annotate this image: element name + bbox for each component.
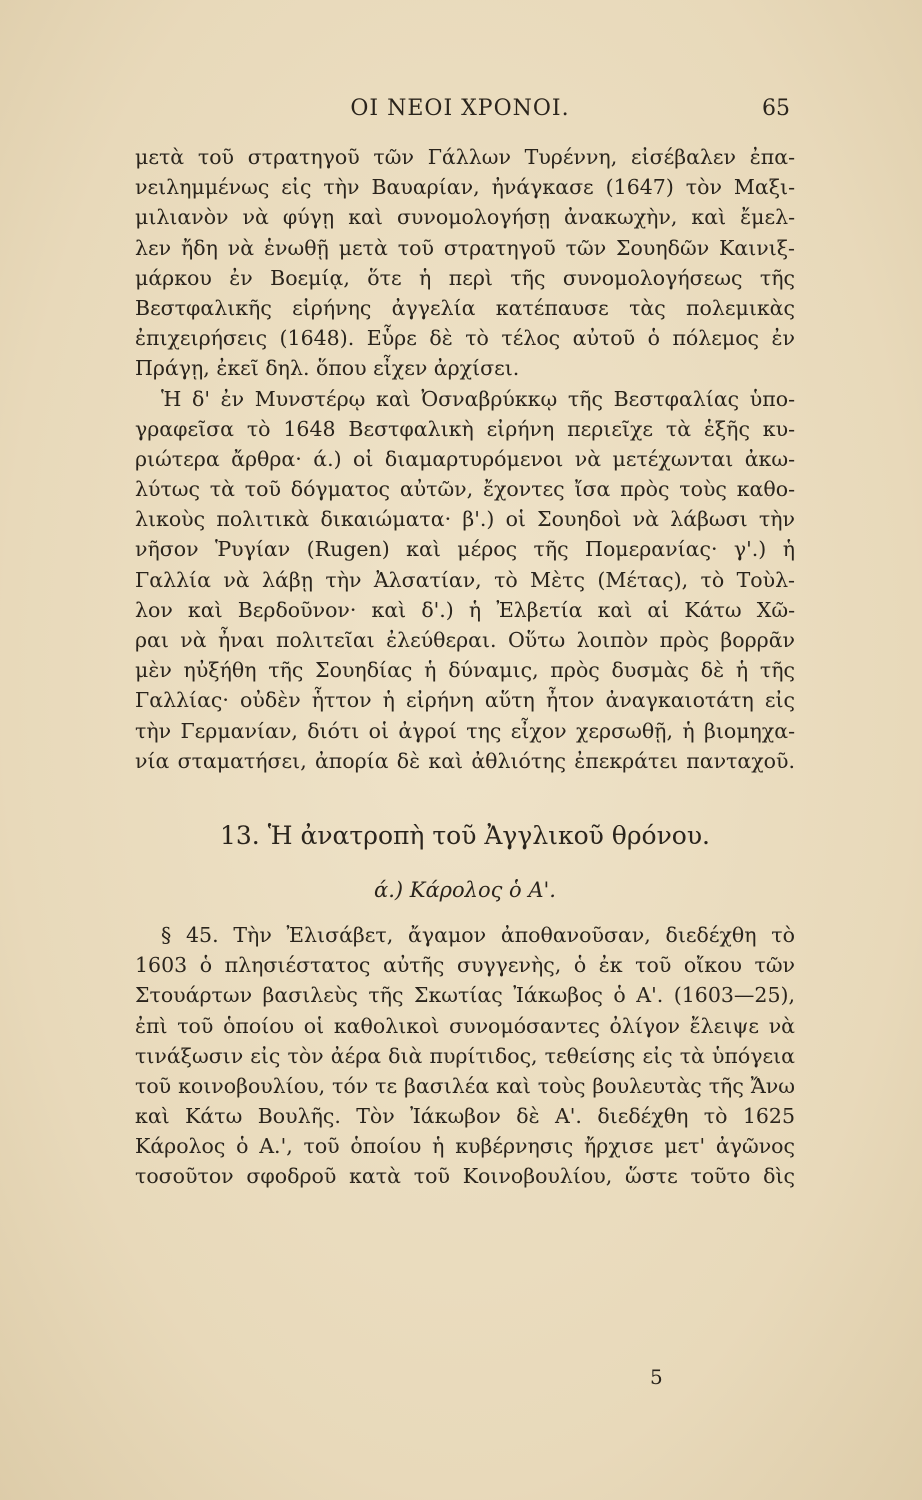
text-line: τοσοῦτον σφοδροῦ κατὰ τοῦ Κοινοβουλίου, ὥστε τοῦτο δὶς (135, 1164, 795, 1189)
text-line: Βεστφαλικῆς εἰρήνης ἀγγελία κατέπαυσε τὰς πολεμικὰς (135, 295, 795, 320)
text-line: ἐπὶ τοῦ ὁποίου οἱ καθολικοὶ συνομόσαντες ὀλίγον ἔλειψε νὰ (135, 1013, 795, 1038)
text-line: λικοὺς πολιτικὰ δικαιώματα· β'.) οἱ Σουηδοὶ νὰ λάβωσι τὴν (135, 507, 795, 532)
text-line: μετὰ τοῦ στρατηγοῦ τῶν Γάλλων Τυρέννη, εἰσέβαλεν ἐπα- (135, 145, 795, 169)
text-line: λεν ἤδη νὰ ἑνωθῇ μετὰ τοῦ στρατηγοῦ τῶν Σουηδῶν Καινιξ- (135, 235, 795, 260)
text-line: λύτως τὰ τοῦ δόγματος αὐτῶν, ἔχοντες ἴσα πρὸς τοὺς καθο- (135, 477, 795, 502)
text-line: νία σταματήσει, ἀπορία δὲ καὶ ἀθλιότης ἐπεκράτει πανταχοῦ. (135, 748, 795, 773)
text-line: § 45. Τὴν Ἐλισάβετ, ἄγαμον ἀποθανοῦσαν, διεδέχθη τὸ (161, 922, 795, 947)
text-line: τοῦ κοινοβουλίου, τόν τε βασιλέα καὶ τοὺς βουλευτὰς τῆς Ἄνω (135, 1073, 795, 1098)
text-line: νῆσον Ῥυγίαν (Rugen) καὶ μέρος τῆς Πομερανίας· γ'.) ἡ (135, 537, 795, 562)
paragraph-1 (135, 142, 795, 384)
text-line: τινάξωσιν εἰς τὸν ἀέρα διὰ πυρίτιδος, τεθείσης εἰς τὰ ὑπόγεια (135, 1043, 795, 1068)
body-text (135, 142, 795, 1192)
text-line: ἐπιχειρήσεις (1648). Εὗρε δὲ τὸ τέλος αὐτοῦ ὁ πόλεμος ἐν (135, 326, 795, 351)
text-line: καὶ Κάτω Βουλῆς. Τὸν Ἰάκωβον δὲ Α'. διεδέχθη τὸ 1625 (135, 1104, 795, 1129)
text-line: ραι νὰ ἦναι πολιτεῖαι ἐλεύθεραι. Οὕτω λοιπὸν πρὸς βορρᾶν (135, 628, 795, 652)
section-subtitle: ά.) Κάρολος ὁ Α'. (374, 877, 556, 902)
text-line: νειλημμένως εἰς τὴν Βαυαρίαν, ἠνάγκασε (1647) τὸν Μαξι- (135, 175, 795, 200)
printer-signature-mark: 5 (650, 1365, 663, 1389)
text-line: ριώτερα ἄρθρα· ά.) οἱ διαμαρτυρόμενοι νὰ μετέχωνται ἀκω- (135, 446, 795, 471)
running-title: ΟΙ ΝΕΟΙ ΧΡΟΝΟΙ. (350, 96, 570, 121)
text-line: Κάρολος ὁ Α.', τοῦ ὁποίου ἡ κυβέρνησις ἤρχισε μετ' ἀγῶνος (135, 1134, 795, 1159)
text-line: γραφεῖσα τὸ 1648 Βεστφαλικὴ εἰρήνη περιεῖχε τὰ ἑξῆς κυ- (135, 416, 795, 441)
text-line: μὲν ηὐξήθη τῆς Σουηδίας ἡ δύναμις, πρὸς δυσμὰς δὲ ἡ τῆς (135, 658, 795, 683)
text-line: Πράγῃ, ἐκεῖ δηλ. ὅπου εἶχεν ἀρχίσει. (135, 356, 520, 381)
text-line: λον καὶ Βερδοῦνον· καὶ δ'.) ἡ Ἐλβετία καὶ αἱ Κάτω Χῶ- (135, 597, 795, 622)
section-title: 13. Ἡ ἀνατροπὴ τοῦ Ἀγγλικοῦ θρόνου. (220, 820, 710, 850)
text-line: Γαλλία νὰ λάβῃ τὴν Ἀλσατίαν, τὸ Μὲτς (Μέτας), τὸ Τοὺλ- (135, 567, 795, 592)
text-line: μάρκου ἐν Βοεμίᾳ, ὅτε ἡ περὶ τῆς συνομολογήσεως τῆς (135, 265, 795, 290)
text-line: 1603 ὁ πλησιέστατος αὐτῆς συγγενὴς, ὁ ἐκ τοῦ οἴκου τῶν (135, 953, 795, 978)
text-line: μιλιανὸν νὰ φύγῃ καὶ συνομολογήσῃ ἀνακωχὴν, καὶ ἔμελ- (135, 205, 795, 230)
text-line: Ἡ δ' ἐν Μυνστέρῳ καὶ Ὀσναβρύκκῳ τῆς Βεστφαλίας ὑπο- (161, 386, 795, 411)
text-line: τὴν Γερμανίαν, διότι οἱ ἀγροί της εἶχον χερσωθῇ, ἡ βιομηχα- (135, 718, 795, 743)
paragraph-2 (135, 384, 795, 776)
page-number: 65 (762, 96, 790, 121)
paragraph-3 (135, 920, 795, 1192)
page-header (130, 96, 790, 136)
text-line: Γαλλίας· οὐδὲν ἧττον ἡ εἰρήνη αὕτη ἦτον ἀναγκαιοτάτη εἰς (135, 688, 795, 713)
text-line: Στουάρτων βασιλεὺς τῆς Σκωτίας Ἰάκωβος ὁ Α'. (1603—25), (135, 983, 795, 1008)
